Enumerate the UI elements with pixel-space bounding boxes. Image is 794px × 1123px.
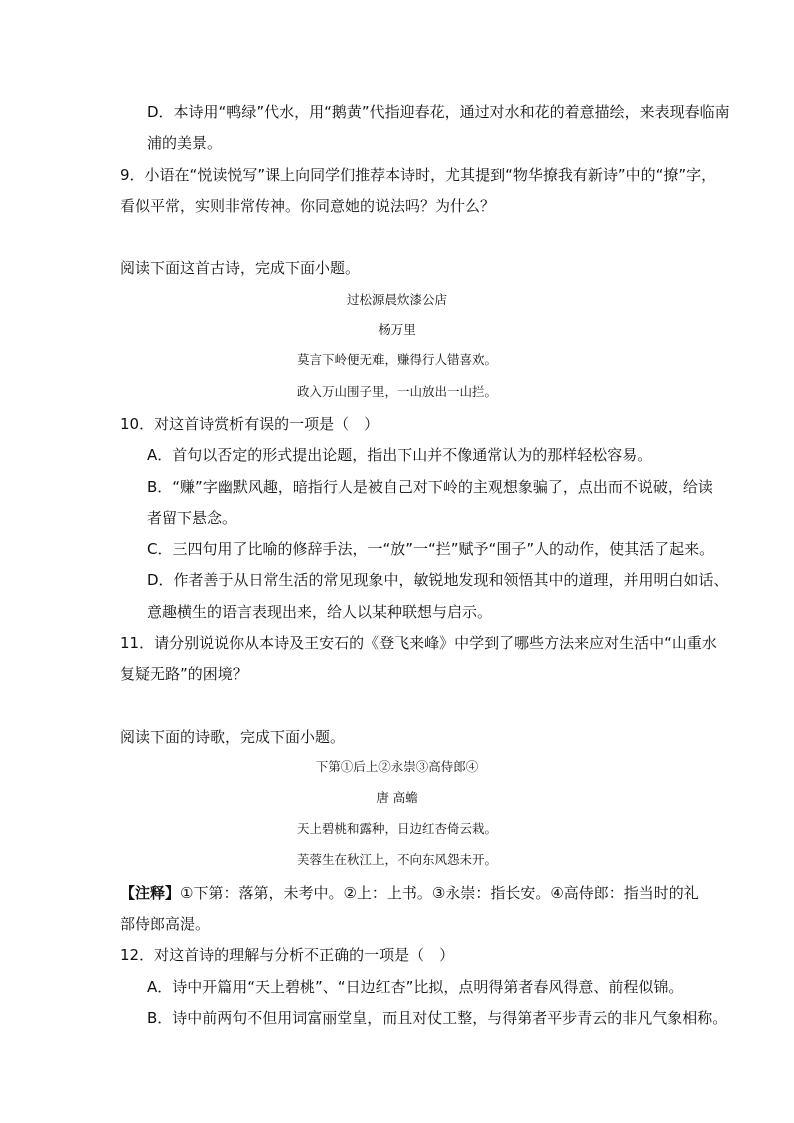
poem3-author: 唐 高蟾 — [376, 790, 418, 805]
q12-option-a: A．诗中开篇用“天上碧桃”、“日边红杏”比拟，点明得第者春风得意、前程似锦。 — [147, 978, 684, 996]
q8-option-d-line1: D．本诗用“鸭绿”代水，用“鹅黄”代指迎春花，通过对水和花的着意描绘，来表现春临南 — [147, 103, 730, 121]
q9-line1: 9．小语在“悦读悦写”课上向同学们推荐本诗时，尤其提到“物华撩我有新诗”中的“撩”字， — [120, 166, 717, 184]
poem3-line1: 天上碧桃和露种，日边红杏倚云栽。 — [296, 821, 497, 836]
q10-option-d-line2: 意趣横生的语言表现出来，给人以某种联想与启示。 — [147, 603, 493, 621]
q10-stem: 10．对这首诗赏析有误的一项是（ ） — [120, 415, 380, 433]
annotation-line2: 部侍郎高湜。 — [120, 915, 211, 933]
q11-line2: 复疑无路”的困境？ — [120, 665, 248, 683]
q10-option-d-line1: D．作者善于从日常生活的常见现象中，敏锐地发现和领悟其中的道理，并用明白如话、 — [147, 571, 729, 589]
q10-option-b-line2: 者留下悬念。 — [147, 509, 238, 527]
poem2-title: 过松源晨炊漆公店 — [346, 292, 447, 307]
poem2-line1: 莫言下岭便无难，赚得行人错喜欢。 — [296, 352, 497, 367]
annotation-line1 — [120, 883, 699, 903]
annotation-label: 【注释】 — [120, 884, 181, 902]
q9-line2: 看似平常，实则非常传神。你同意她的说法吗？为什么？ — [120, 197, 496, 215]
poem3-title: 下第①后上②永崇③高侍郎④ — [315, 759, 479, 774]
q8-option-d-line2: 浦的美景。 — [147, 134, 223, 152]
q10-option-c: C．三四句用了比喻的修辞手法，一“放”一“拦”赋予“围子”人的动作，使其活了起来。 — [147, 540, 715, 558]
section2-intro: 阅读下面这首古诗，完成下面小题。 — [120, 259, 361, 277]
poem2-line2: 政入万山围子里，一山放出一山拦。 — [296, 384, 497, 399]
q12-stem: 12．对这首诗的理解与分析不正确的一项是（ ） — [120, 946, 455, 964]
q10-option-a: A．首句以否定的形式提出论题，指出下山并不像通常认为的那样轻松容易。 — [147, 446, 653, 464]
q12-option-b: B．诗中前两句不但用词富丽堂皇，而且对仗工整，与得第者平步青云的非凡气象相称。 — [147, 1009, 728, 1027]
q10-option-b-line1: B．“赚”字幽默风趣，暗指行人是被自己对下岭的主观想象骗了，点出而不说破，给读 — [147, 478, 713, 496]
annotation-text: ①下第：落第，未考中。②上：上书。③永崇：指长安。④高侍郎：指当时的礼 — [180, 884, 699, 902]
poem3-line2: 芙蓉生在秋江上，不向东风怨未开。 — [296, 852, 497, 867]
poem2-author: 杨万里 — [378, 322, 416, 337]
q11-line1: 11．请分别说说你从本诗及王安石的《登飞来峰》中学到了哪些方法来应对生活中“山重水 — [120, 634, 717, 652]
section3-intro: 阅读下面的诗歌，完成下面小题。 — [120, 728, 346, 746]
